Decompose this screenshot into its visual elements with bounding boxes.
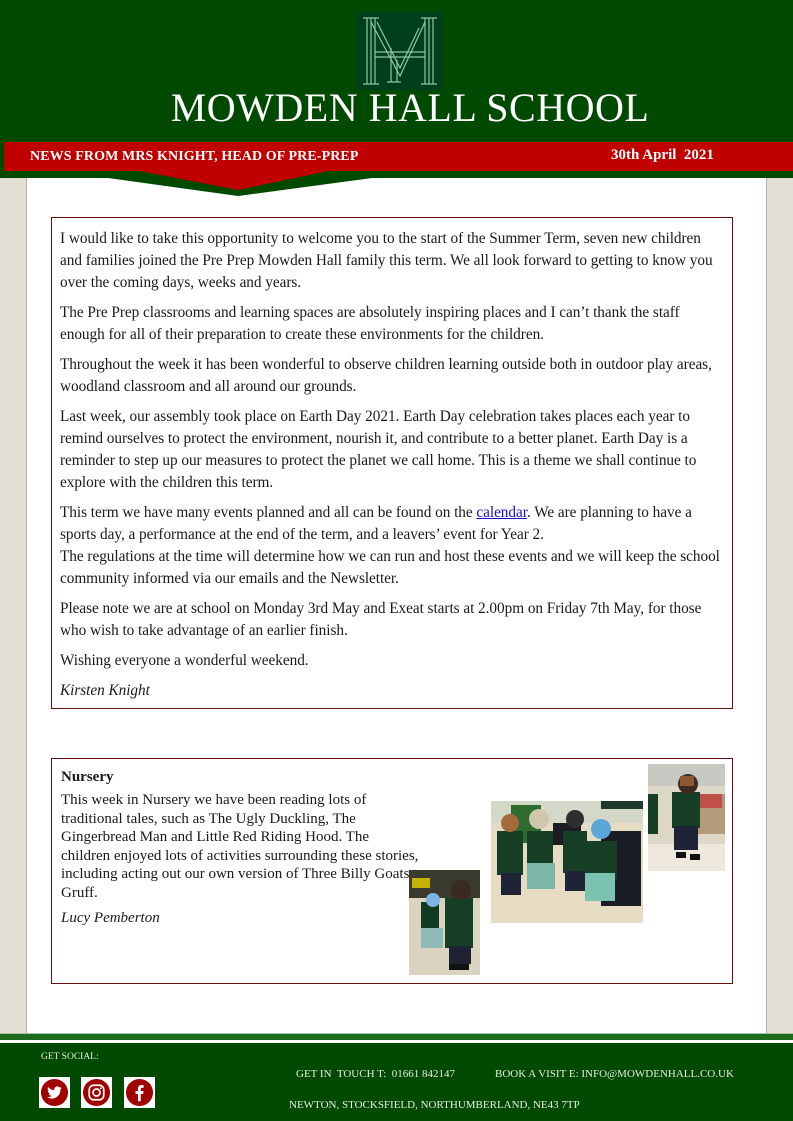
footer-stripe: [0, 1033, 793, 1040]
logo-icon: [357, 12, 443, 90]
school-name: MOWDEN HALL SCHOOL: [170, 85, 650, 130]
nursery-story: This week in Nursery we have been reading lots of traditional tales, such as The Ugly Duckling, The Gingerbread Man and Little Red Riding Hood. The children enjoyed lots of activities surrounding these stories, including acting out our own version of Three Billy Goats Gruff.: [61, 792, 419, 901]
letter-signature: Kirsten Knight: [60, 682, 150, 699]
header: [0, 0, 793, 145]
letter-paragraph: Last week, our assembly took place on Earth Day 2021. Earth Day celebration takes places each year to remind ourselves to protect the environment, nourish it, and contribute to a better planet. Earth Day is a reminder to step up our measures to protect the planet we call home. This is a theme we shall continue to explore with the children this term.: [60, 408, 697, 491]
twitter-link[interactable]: [39, 1077, 70, 1108]
photo-child-with-goat-mask: [648, 764, 725, 871]
nursery-heading: Nursery: [61, 769, 114, 785]
photo-four-children-holding-masks: [491, 801, 643, 923]
letter-paragraph: I would like to take this opportunity to welcome you to the start of the Summer Term, seven new children and families joined the Pre Prep Mowden Hall family this term. We all look forward to getting to know you over the coming days, weeks and years.: [60, 230, 713, 291]
note-paragraph: Please note we are at school on Monday 3rd May and Exeat starts at 2.00pm on Friday 7th May, for those who wish to take advantage of an earlier finish.: [60, 600, 702, 639]
get-social-label: GET SOCIAL:: [41, 1052, 99, 1062]
contact-email[interactable]: BOOK A VISIT E: INFO@MOWDENHALL.CO.UK: [495, 1068, 734, 1080]
facebook-link[interactable]: [124, 1077, 155, 1108]
nursery-signature: Lucy Pemberton: [61, 910, 160, 926]
footer: [0, 1043, 793, 1121]
mh-monogram-logo: [357, 12, 443, 90]
banner-date: 30th April 2021: [611, 147, 714, 163]
events-text-continued: . We are planning to have a sports day, a performance at the end of the term, and a leavers’ event for Year 2.: [60, 504, 692, 543]
facebook-icon: [125, 1078, 154, 1107]
banner-title: NEWS FROM MRS KNIGHT, HEAD OF PRE-PREP: [30, 149, 359, 164]
instagram-icon: [82, 1078, 111, 1107]
events-paragraph: [60, 502, 724, 546]
photo-children-kneeling-with-masks: [409, 870, 480, 975]
regulations-paragraph: The regulations at the time will determine how we can run and host these events and we will keep the school community informed via our emails and the Newsletter.: [60, 548, 720, 587]
letter-box: [51, 217, 733, 709]
calendar-link[interactable]: calendar: [476, 504, 527, 521]
twitter-icon: [40, 1078, 69, 1107]
letter-paragraph: The Pre Prep classrooms and learning spaces are absolutely inspiring places and I can’t thank the staff enough for all of their preparation to create these environments for the children.: [60, 304, 680, 343]
instagram-link[interactable]: [81, 1077, 112, 1108]
school-address: NEWTON, STOCKSFIELD, NORTHUMBERLAND, NE43 7TP: [289, 1099, 580, 1111]
events-text: This term we have many events planned and all can be found on the: [60, 504, 477, 521]
contact-phone: GET IN TOUCH T: 01661 842147: [296, 1068, 456, 1080]
letter-paragraph: Throughout the week it has been wonderful to observe children learning outside both in outdoor play areas, woodland classroom and all around our grounds.: [60, 356, 712, 395]
closing-line: Wishing everyone a wonderful weekend.: [60, 652, 309, 669]
